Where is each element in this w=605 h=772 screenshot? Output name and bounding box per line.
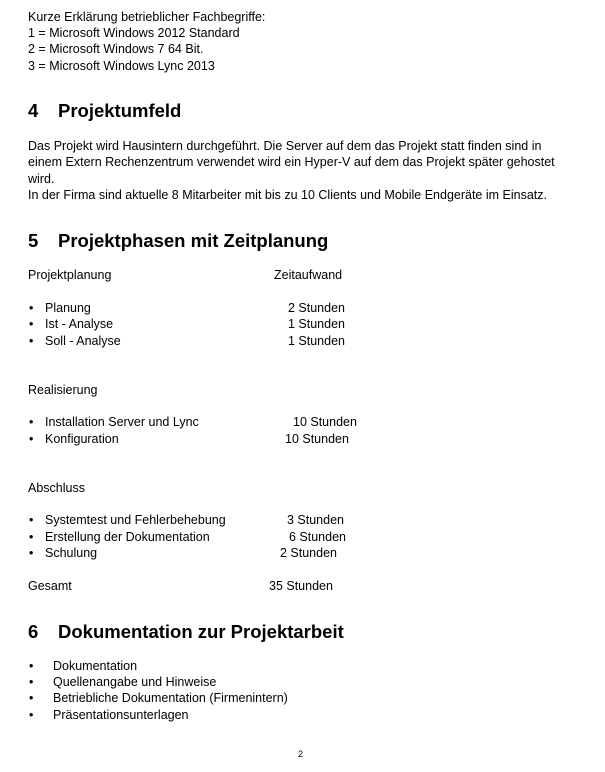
phase-label: Soll - Analyse: [45, 334, 121, 348]
bullet-icon: •: [29, 317, 34, 331]
section-6-heading: [28, 621, 344, 643]
bullet-icon: •: [29, 334, 34, 348]
phase-time: 1 Stunden: [288, 317, 345, 331]
bullet-icon: •: [29, 675, 34, 689]
bullet-icon: •: [29, 708, 34, 722]
phase-time: 10 Stunden: [285, 432, 349, 446]
doc-label: Präsentationsunterlagen: [53, 708, 189, 722]
phase-label: Schulung: [45, 546, 98, 560]
section-title: Dokumentation zur Projektarbeit: [58, 621, 344, 642]
section-number: 4: [28, 100, 39, 121]
phase-label: Planung: [45, 301, 91, 315]
section-4-heading: [28, 100, 181, 122]
bullet-icon: •: [29, 546, 34, 560]
phase-group-title: Abschluss: [28, 481, 85, 495]
intro-item: 3 = Microsoft Windows Lync 2013: [28, 59, 215, 73]
doc-label: Quellenangabe und Hinweise: [53, 675, 217, 689]
section-title: Projektumfeld: [58, 100, 182, 121]
section-title: Projektphasen mit Zeitplanung: [58, 230, 329, 251]
page-number: 2: [298, 749, 304, 759]
section-number: 6: [28, 621, 39, 642]
phase-time: 1 Stunden: [288, 334, 345, 348]
bullet-icon: •: [29, 513, 34, 527]
phase-time: 6 Stunden: [289, 530, 346, 544]
section-4-paragraph: Das Projekt wird Hausintern durchgeführt. Die Server auf dem das Projekt statt finden sind in einem Extern Rechenzentrum verwendet wird ein Hyper-V auf dem das Projekt später gehostet wird.: [28, 139, 555, 186]
phase-label: Installation Server und Lync: [45, 415, 199, 429]
phase-label: Konfiguration: [45, 432, 119, 446]
bullet-icon: •: [29, 691, 34, 705]
total-label: Gesamt: [28, 579, 72, 593]
column-header-phase: Projektplanung: [28, 268, 112, 282]
section-5-heading: [28, 230, 328, 252]
intro-title: Kurze Erklärung betrieblicher Fachbegriffe:: [28, 10, 266, 24]
total-value: 35 Stunden: [269, 579, 333, 593]
intro-item: 2 = Microsoft Windows 7 64 Bit.: [28, 42, 204, 56]
phase-time: 2 Stunden: [288, 301, 345, 315]
section-4-paragraph: In der Firma sind aktuelle 8 Mitarbeiter mit bis zu 10 Clients und Mobile Endgeräte im Einsatz.: [28, 188, 547, 202]
phase-label: Systemtest und Fehlerbehebung: [45, 513, 226, 527]
section-number: 5: [28, 230, 39, 251]
bullet-icon: •: [29, 301, 34, 315]
phase-label: Ist - Analyse: [45, 317, 114, 331]
phase-time: 10 Stunden: [293, 415, 357, 429]
phase-label: Erstellung der Dokumentation: [45, 530, 210, 544]
bullet-icon: •: [29, 432, 34, 446]
doc-label: Betriebliche Dokumentation (Firmenintern): [53, 691, 288, 705]
phase-time: 2 Stunden: [280, 546, 337, 560]
doc-label: Dokumentation: [53, 659, 138, 673]
intro-item: 1 = Microsoft Windows 2012 Standard: [28, 26, 240, 40]
column-header-time: Zeitaufwand: [274, 268, 343, 282]
bullet-icon: •: [29, 659, 34, 673]
phase-time: 3 Stunden: [287, 513, 344, 527]
bullet-icon: •: [29, 415, 34, 429]
bullet-icon: •: [29, 530, 34, 544]
phase-group-title: Realisierung: [28, 383, 98, 397]
